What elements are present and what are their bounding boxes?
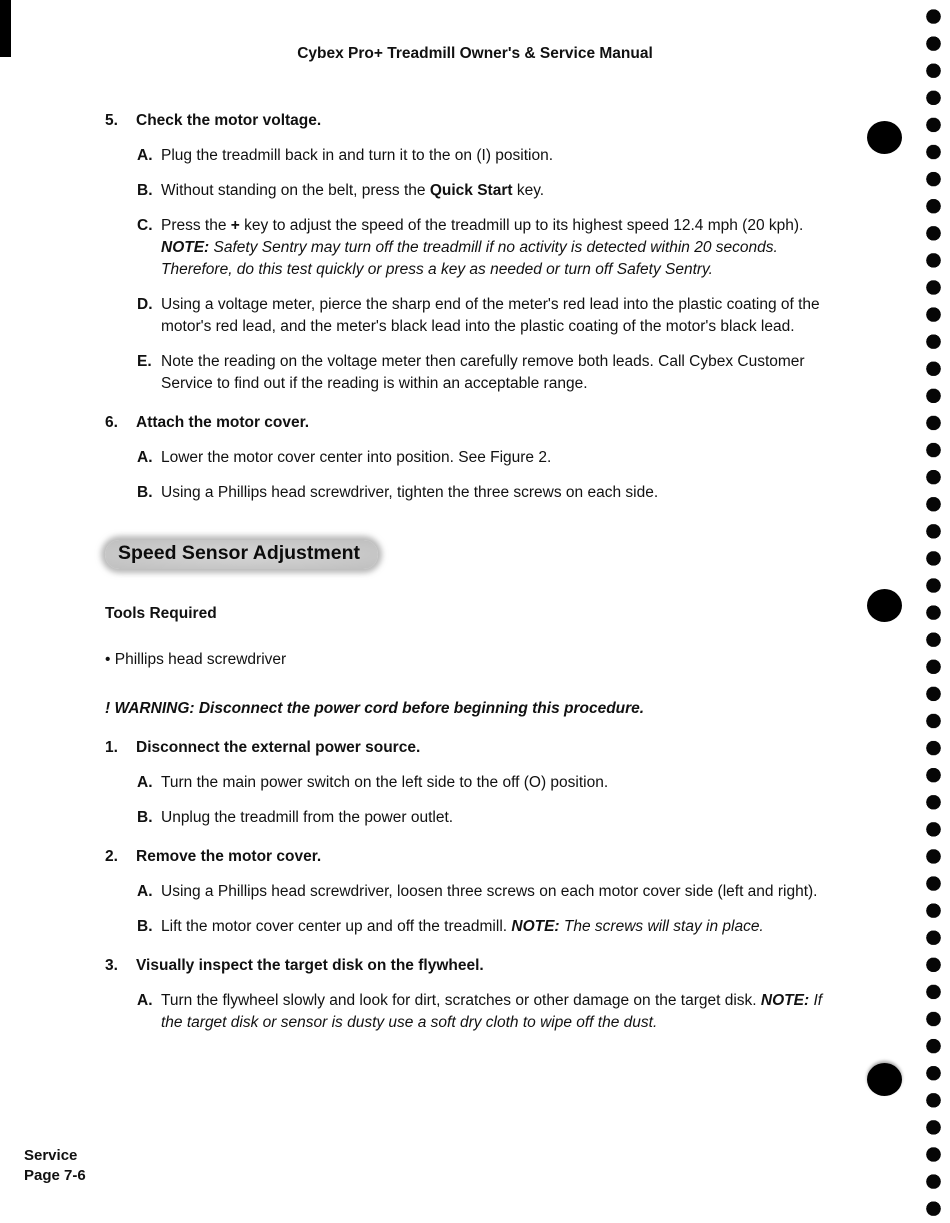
- step-item: [105, 955, 838, 977]
- substep-text: [161, 215, 838, 281]
- text-segment: Plug the treadmill back in and turn it to the on (I) position.: [161, 147, 554, 164]
- substep-item: [137, 447, 838, 469]
- substep-text: [161, 916, 838, 938]
- binding-hole-large: [867, 589, 902, 622]
- substep-item: [137, 772, 838, 794]
- text-segment: Note the reading on the voltage meter then carefully remove both leads. Call Cybex Customer Service to find out if the reading is within an acceptable range.: [161, 353, 805, 392]
- warning-text: ! WARNING: Disconnect the power cord before beginning this procedure.: [105, 700, 645, 717]
- substep-text: [161, 145, 838, 167]
- substep-item: [137, 351, 838, 395]
- substep-item: [137, 881, 838, 903]
- step-item: [105, 846, 838, 868]
- text-segment: Quick Start: [429, 182, 513, 199]
- substep-text: [161, 351, 838, 395]
- substep-letter: C.: [137, 217, 153, 234]
- substep-letter: A.: [137, 883, 153, 900]
- section-banner-row: [105, 540, 838, 569]
- substep-letter: B.: [137, 182, 153, 199]
- substep-item: [137, 990, 838, 1034]
- substep-letter: E.: [137, 353, 152, 370]
- substep-item: [137, 916, 838, 938]
- substep-item: [137, 807, 838, 829]
- binding-dots: [925, 3, 942, 1219]
- document-body: [105, 110, 838, 1034]
- substep-text: [161, 807, 838, 829]
- step-title: Visually inspect the target disk on the flywheel.: [136, 957, 484, 974]
- text-segment: Using a voltage meter, pierce the sharp end of the meter's red lead into the plastic coating of the motor's red lead, and the meter's black lead into the plastic coating of the motor's black lead.: [161, 296, 820, 335]
- step-number: 1.: [105, 739, 118, 756]
- substep-text: [161, 881, 838, 903]
- substep-item: [137, 215, 838, 281]
- substep-letter: B.: [137, 809, 153, 826]
- scan-artifact-bar: [0, 0, 11, 57]
- substep-text: [161, 772, 838, 794]
- page-header-title: Cybex Pro+ Treadmill Owner's & Service Manual: [297, 45, 653, 62]
- step-number: 2.: [105, 848, 118, 865]
- substep-letter: A.: [137, 992, 153, 1009]
- bullet-item: [105, 649, 838, 671]
- text-segment: key.: [512, 182, 545, 199]
- text-segment: key to adjust the speed of the treadmill up to its highest speed 12.4 mph (20 kph).: [239, 217, 804, 234]
- text-segment: Turn the flywheel slowly and look for dirt, scratches or other damage on the target disk.: [161, 992, 761, 1009]
- page-footer: [24, 1146, 86, 1186]
- subsection-heading: Tools Required: [105, 605, 217, 622]
- substep-text: [161, 294, 838, 338]
- step-title: Attach the motor cover.: [136, 414, 310, 431]
- substep-letter: B.: [137, 918, 153, 935]
- binding-hole-large: [867, 1063, 902, 1096]
- footer-page-number: Page 7-6: [24, 1167, 86, 1184]
- substep-letter: B.: [137, 484, 153, 501]
- substep-letter: A.: [137, 774, 153, 791]
- step-item: [105, 412, 838, 434]
- text-segment: Turn the main power switch on the left side to the off (O) position.: [161, 774, 609, 791]
- bullet-text: Phillips head screwdriver: [114, 651, 287, 668]
- substep-letter: D.: [137, 296, 153, 313]
- step-title: Remove the motor cover.: [136, 848, 322, 865]
- step-item: [105, 110, 838, 132]
- substep-letter: A.: [137, 147, 153, 164]
- step-title: Disconnect the external power source.: [136, 739, 421, 756]
- text-segment: NOTE:: [161, 239, 210, 256]
- step-title: Check the motor voltage.: [136, 112, 322, 129]
- substep-item: [137, 482, 838, 504]
- text-segment: Using a Phillips head screwdriver, loosen three screws on each motor cover side (left and right).: [161, 883, 818, 900]
- bullet-marker: •: [105, 651, 115, 668]
- substep-text: [161, 447, 838, 469]
- text-segment: If the target disk or sensor is dusty use a soft dry cloth to wipe off the dust.: [161, 992, 823, 1031]
- section-banner: Speed Sensor Adjustment: [105, 540, 378, 569]
- substep-item: [137, 180, 838, 202]
- text-segment: +: [230, 217, 240, 234]
- text-segment: Using a Phillips head screwdriver, tighten the three screws on each side.: [161, 484, 659, 501]
- text-segment: Without standing on the belt, press the: [161, 182, 430, 199]
- step-item: [105, 737, 838, 759]
- text-segment: Unplug the treadmill from the power outlet.: [161, 809, 454, 826]
- substep-text: [161, 482, 838, 504]
- footer-service-label: Service: [24, 1147, 78, 1164]
- text-segment: NOTE:: [511, 918, 560, 935]
- text-segment: Lower the motor cover center into position. See Figure 2.: [161, 449, 552, 466]
- text-segment: Lift the motor cover center up and off the treadmill.: [161, 918, 512, 935]
- substep-text: [161, 180, 838, 202]
- step-number: 5.: [105, 112, 118, 129]
- step-number: 6.: [105, 414, 118, 431]
- step-number: 3.: [105, 957, 118, 974]
- binding-hole-large: [867, 121, 902, 154]
- substep-letter: A.: [137, 449, 153, 466]
- substep-item: [137, 294, 838, 338]
- text-segment: Safety Sentry may turn off the treadmill if no activity is detected within 20 seconds. Therefore, do this test quickly or press a key as needed or turn off Safety Sentry.: [161, 239, 778, 278]
- substep-item: [137, 145, 838, 167]
- substep-text: [161, 990, 838, 1034]
- text-segment: NOTE:: [760, 992, 810, 1009]
- text-segment: The screws will stay in place.: [559, 918, 764, 935]
- text-segment: Press the: [161, 217, 231, 234]
